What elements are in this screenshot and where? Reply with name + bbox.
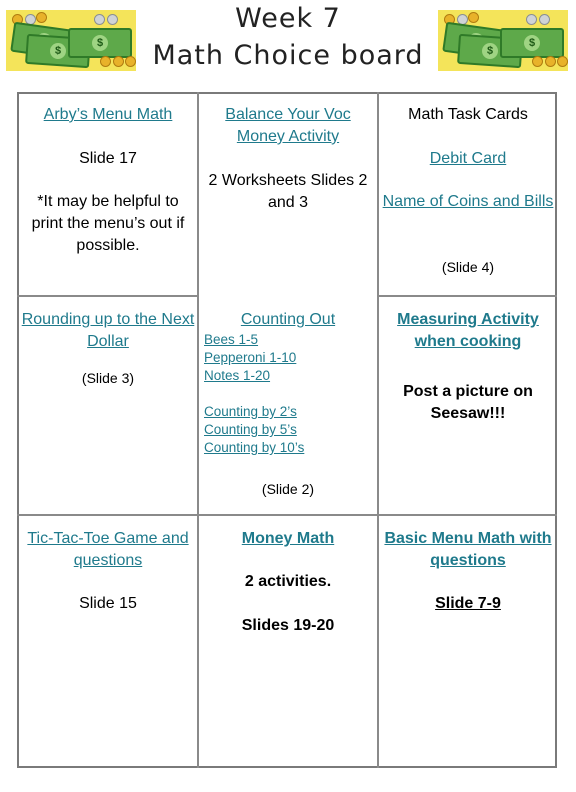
cell-money-math-slides: Slides 19-20 xyxy=(241,617,335,634)
coin-icon xyxy=(100,56,111,67)
counting-list-b xyxy=(204,403,374,457)
cell-tic-tac-toe-slide: Slide 15 xyxy=(79,595,137,612)
cell-measuring-note: Post a picture on Seesaw!!! xyxy=(403,383,533,422)
page-title-line1: Week 7 xyxy=(235,3,341,34)
bees-link[interactable]: Bees 1-5 xyxy=(204,332,259,347)
grid-divider xyxy=(377,92,379,768)
cell-task-cards-title: Math Task Cards xyxy=(408,106,528,123)
coin-icon xyxy=(107,14,118,25)
measuring-activity-link[interactable]: Measuring Activity when cooking xyxy=(397,311,539,350)
cell-balance-worksheets: 2 Worksheets Slides 2 and 3 xyxy=(208,172,368,211)
coin-icon xyxy=(539,14,550,25)
cell-task-cards-slide: (Slide 4) xyxy=(441,259,495,275)
counting-out-link[interactable]: Counting Out xyxy=(240,311,336,328)
bill-icon xyxy=(500,28,564,58)
money-bills-image-right xyxy=(438,10,568,71)
money-math-link[interactable]: Money Math xyxy=(241,530,335,547)
coin-icon xyxy=(532,56,543,67)
counting-by-5-link[interactable]: Counting by 5’s xyxy=(204,422,297,437)
cell-balance-voc-link[interactable]: Balance Your Voc Money Activity xyxy=(225,106,351,145)
grid-divider xyxy=(17,295,197,297)
notes-link[interactable]: Notes 1-20 xyxy=(204,368,271,383)
money-bills-image-left xyxy=(6,10,136,71)
coin-icon xyxy=(36,12,47,23)
cell-arbys-slide: Slide 17 xyxy=(79,150,137,167)
cell-arbys-menu-math-link[interactable]: Arby’s Menu Math xyxy=(43,106,173,123)
coin-icon xyxy=(526,14,537,25)
cell-money-math-activities: 2 activities. xyxy=(244,573,332,590)
debit-card-link[interactable]: Debit Card xyxy=(429,150,507,167)
grid-divider xyxy=(379,295,557,297)
rounding-next-dollar-link[interactable]: Rounding up to the Next Dollar xyxy=(21,311,195,350)
page-title-line2: Math Choice board xyxy=(152,40,424,71)
cell-rounding-slide: (Slide 3) xyxy=(81,370,135,386)
counting-by-2-link[interactable]: Counting by 2’s xyxy=(204,404,297,419)
pepperoni-link[interactable]: Pepperoni 1-10 xyxy=(204,350,297,365)
tic-tac-toe-link[interactable]: Tic-Tac-Toe Game and questions xyxy=(27,530,189,569)
cell-counting-slide: (Slide 2) xyxy=(261,481,315,497)
basic-menu-math-link[interactable]: Basic Menu Math with questions xyxy=(384,530,552,569)
grid-divider xyxy=(17,514,557,516)
cell-basic-menu-slide: Slide 7-9 xyxy=(435,595,501,612)
coins-bills-link[interactable]: Name of Coins and Bills xyxy=(382,193,554,210)
coin-icon xyxy=(545,56,556,67)
cell-arbys-note: *It may be helpful to print the menu’s out if possible. xyxy=(31,193,185,254)
coin-icon xyxy=(94,14,105,25)
grid-divider xyxy=(197,92,199,768)
counting-by-10-link[interactable]: Counting by 10’s xyxy=(204,440,305,455)
coin-icon xyxy=(468,12,479,23)
counting-list-a xyxy=(204,331,374,385)
coin-icon xyxy=(557,56,568,67)
